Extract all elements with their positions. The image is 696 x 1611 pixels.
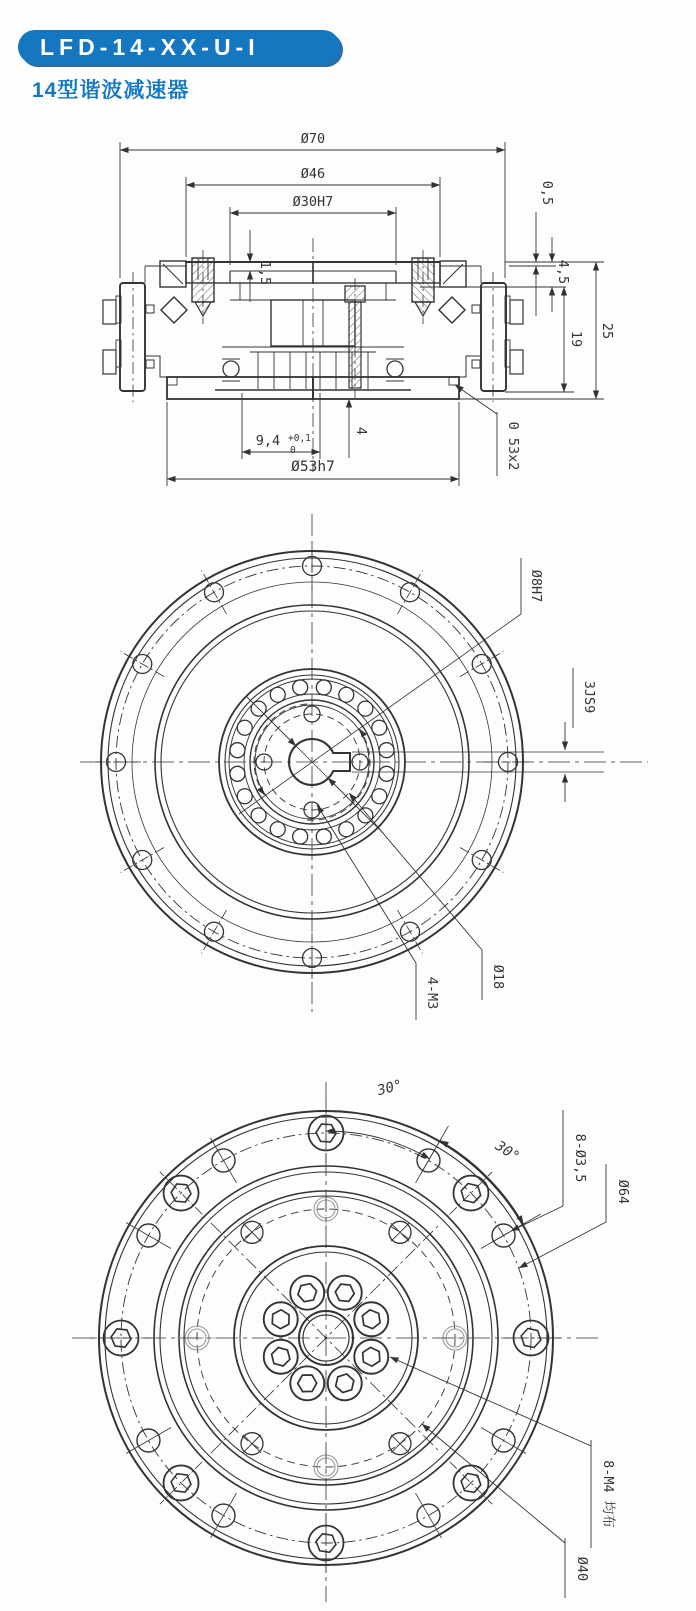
- bearing-ball: [293, 829, 308, 844]
- dim-dia8h7: Ø8H7: [528, 569, 544, 603]
- dim-dia30h7: Ø30H7: [292, 194, 334, 210]
- bearing-ball: [237, 789, 252, 804]
- bearing-ball: [379, 766, 394, 781]
- inner-screw: [264, 1302, 298, 1336]
- inner-screw: [290, 1366, 324, 1400]
- dim-tol-upper: +0,1: [288, 433, 311, 444]
- bearing-ball: [372, 789, 387, 804]
- dim-4-5: 4,5: [555, 259, 571, 285]
- bearing-ball: [230, 743, 245, 758]
- inner-screw: [328, 1276, 362, 1310]
- bearing-ball: [372, 720, 387, 735]
- bearing-ball: [270, 822, 285, 837]
- dim-dia18: Ø18: [490, 964, 506, 990]
- bearing-ball: [251, 808, 266, 823]
- dim-25: 25: [599, 322, 615, 340]
- dim-dia40: Ø40: [574, 1556, 590, 1582]
- bearing-ball: [358, 701, 373, 716]
- inner-screw: [354, 1340, 388, 1374]
- section-half: [103, 250, 313, 402]
- inner-screw: [290, 1276, 324, 1310]
- dim-1-5: 1,5: [257, 260, 273, 286]
- bearing-ball: [339, 687, 354, 702]
- bearing-ball: [339, 822, 354, 837]
- page-title: 14型谐波减速器: [32, 79, 190, 102]
- inner-screw: [354, 1302, 388, 1336]
- inner-screw: [328, 1366, 362, 1400]
- inner-screw: [264, 1340, 298, 1374]
- back-view-marks: [72, 1082, 606, 1602]
- note-8-m4: 8-M4 均布: [600, 1460, 616, 1528]
- dim-4: 4: [353, 426, 369, 436]
- dim-angle-30-2: 30°: [492, 1138, 523, 1166]
- bearing-ball: [293, 680, 308, 695]
- dim-keyway: 3JS9: [581, 680, 597, 714]
- note-4-m3: 4-M3: [424, 976, 440, 1010]
- dim-0-5: 0,5: [539, 180, 555, 206]
- bearing-ball: [237, 720, 252, 735]
- note-8-dia3-5: 8-Ø3,5: [572, 1133, 588, 1183]
- dim-dia53h7: Ø53h7: [291, 459, 335, 475]
- bearing-ball: [316, 680, 331, 695]
- dim-19: 19: [568, 330, 584, 348]
- dim-dia70: Ø70: [300, 131, 326, 147]
- dim-dia46: Ø46: [300, 166, 326, 182]
- note-chamfer: 0 53x2: [505, 421, 521, 471]
- bearing-ball: [270, 687, 285, 702]
- bearing-ball: [379, 743, 394, 758]
- bearing-ball: [316, 829, 331, 844]
- bearing-ball: [230, 766, 245, 781]
- dim-dia64: Ø64: [615, 1179, 631, 1205]
- dim-tol-lower: 0: [290, 445, 296, 456]
- model-code: LFD-14-XX-U-I: [40, 34, 260, 60]
- dim-9-4: 9,4: [255, 433, 281, 449]
- dim-angle-30-1: 30°: [375, 1077, 405, 1100]
- section-view: [103, 238, 523, 472]
